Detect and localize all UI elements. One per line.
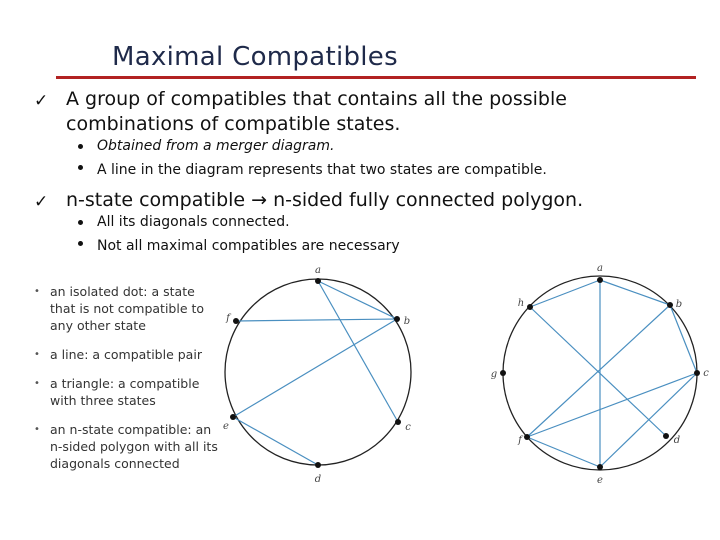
right-node-f	[524, 434, 530, 440]
right-node-h	[527, 304, 533, 310]
bullet-2-sub-2: Not all maximal compatibles are necessary	[97, 238, 400, 254]
left-edge-b-e	[233, 319, 397, 417]
note-n-state: an n-state compatible: an n-sided polygon with all its diagonals connected	[50, 422, 218, 471]
note-line: a line: a compatible pair	[50, 347, 202, 362]
right-label-d: d	[673, 435, 681, 446]
bullet-1-sub-1: Obtained from a merger diagram.	[97, 138, 335, 154]
right-label-b: b	[675, 299, 683, 310]
bullet-2-line-1: n-state compatible → n-sided fully connected polygon.	[66, 189, 584, 211]
bullet-1-line-1: A group of compatibles that contains all the possible	[66, 88, 567, 110]
note-bullet-icon: •	[34, 349, 40, 360]
right-label-c: c	[703, 368, 709, 379]
right-edge-b-c	[670, 305, 697, 373]
bullet-1-line-2: combinations of compatible states.	[66, 113, 401, 135]
left-edge-a-b	[318, 281, 397, 319]
left-label-d: d	[314, 474, 322, 485]
right-label-e: e	[597, 475, 603, 486]
note-triangle: a triangle: a compatible with three states	[50, 376, 200, 408]
bullet-1-sub-2: A line in the diagram represents that two states are compatible.	[97, 162, 547, 178]
note-bullet-icon: •	[34, 378, 40, 389]
left-edge-a-c	[318, 281, 398, 422]
left-edge-e-d	[233, 417, 318, 465]
note-isolated-dot: an isolated dot: a state that is not compatible to any other state	[50, 284, 205, 333]
right-edge-h-d	[530, 307, 666, 436]
right-label-a: a	[597, 263, 603, 274]
bullet-2-sub-1: All its diagonals connected.	[97, 214, 290, 230]
left-boundary-circle	[225, 279, 411, 465]
left-node-f	[233, 318, 239, 324]
left-node-c	[395, 419, 401, 425]
left-label-f: f	[226, 313, 230, 324]
slide-title: Maximal Compatibles	[112, 42, 398, 72]
right-node-g	[500, 370, 506, 376]
left-node-d	[315, 462, 321, 468]
right-label-h: h	[517, 298, 525, 309]
left-edge-f-b	[236, 319, 397, 321]
right-node-b	[667, 302, 673, 308]
note-bullet-icon: •	[34, 424, 40, 435]
left-label-e: e	[223, 421, 229, 432]
right-node-d	[663, 433, 669, 439]
left-label-b: b	[403, 316, 411, 327]
right-edge-a-b	[600, 280, 670, 305]
left-node-b	[394, 316, 400, 322]
merger-diagram-right	[491, 263, 709, 486]
right-edge-h-a	[530, 280, 600, 307]
right-node-c	[694, 370, 700, 376]
checkmark-icon: ✓	[34, 192, 49, 212]
checkmark-icon: ✓	[34, 91, 49, 111]
right-edge-c-f	[527, 373, 697, 437]
right-node-e	[597, 464, 603, 470]
merger-diagram-left	[223, 265, 411, 485]
right-label-g: g	[490, 369, 498, 380]
left-label-c: c	[405, 422, 411, 433]
left-node-a	[315, 278, 321, 284]
note-bullet-icon: •	[34, 286, 40, 297]
right-label-f: f	[518, 435, 522, 446]
left-label-a: a	[315, 265, 321, 276]
left-node-e	[230, 414, 236, 420]
right-node-a	[597, 277, 603, 283]
